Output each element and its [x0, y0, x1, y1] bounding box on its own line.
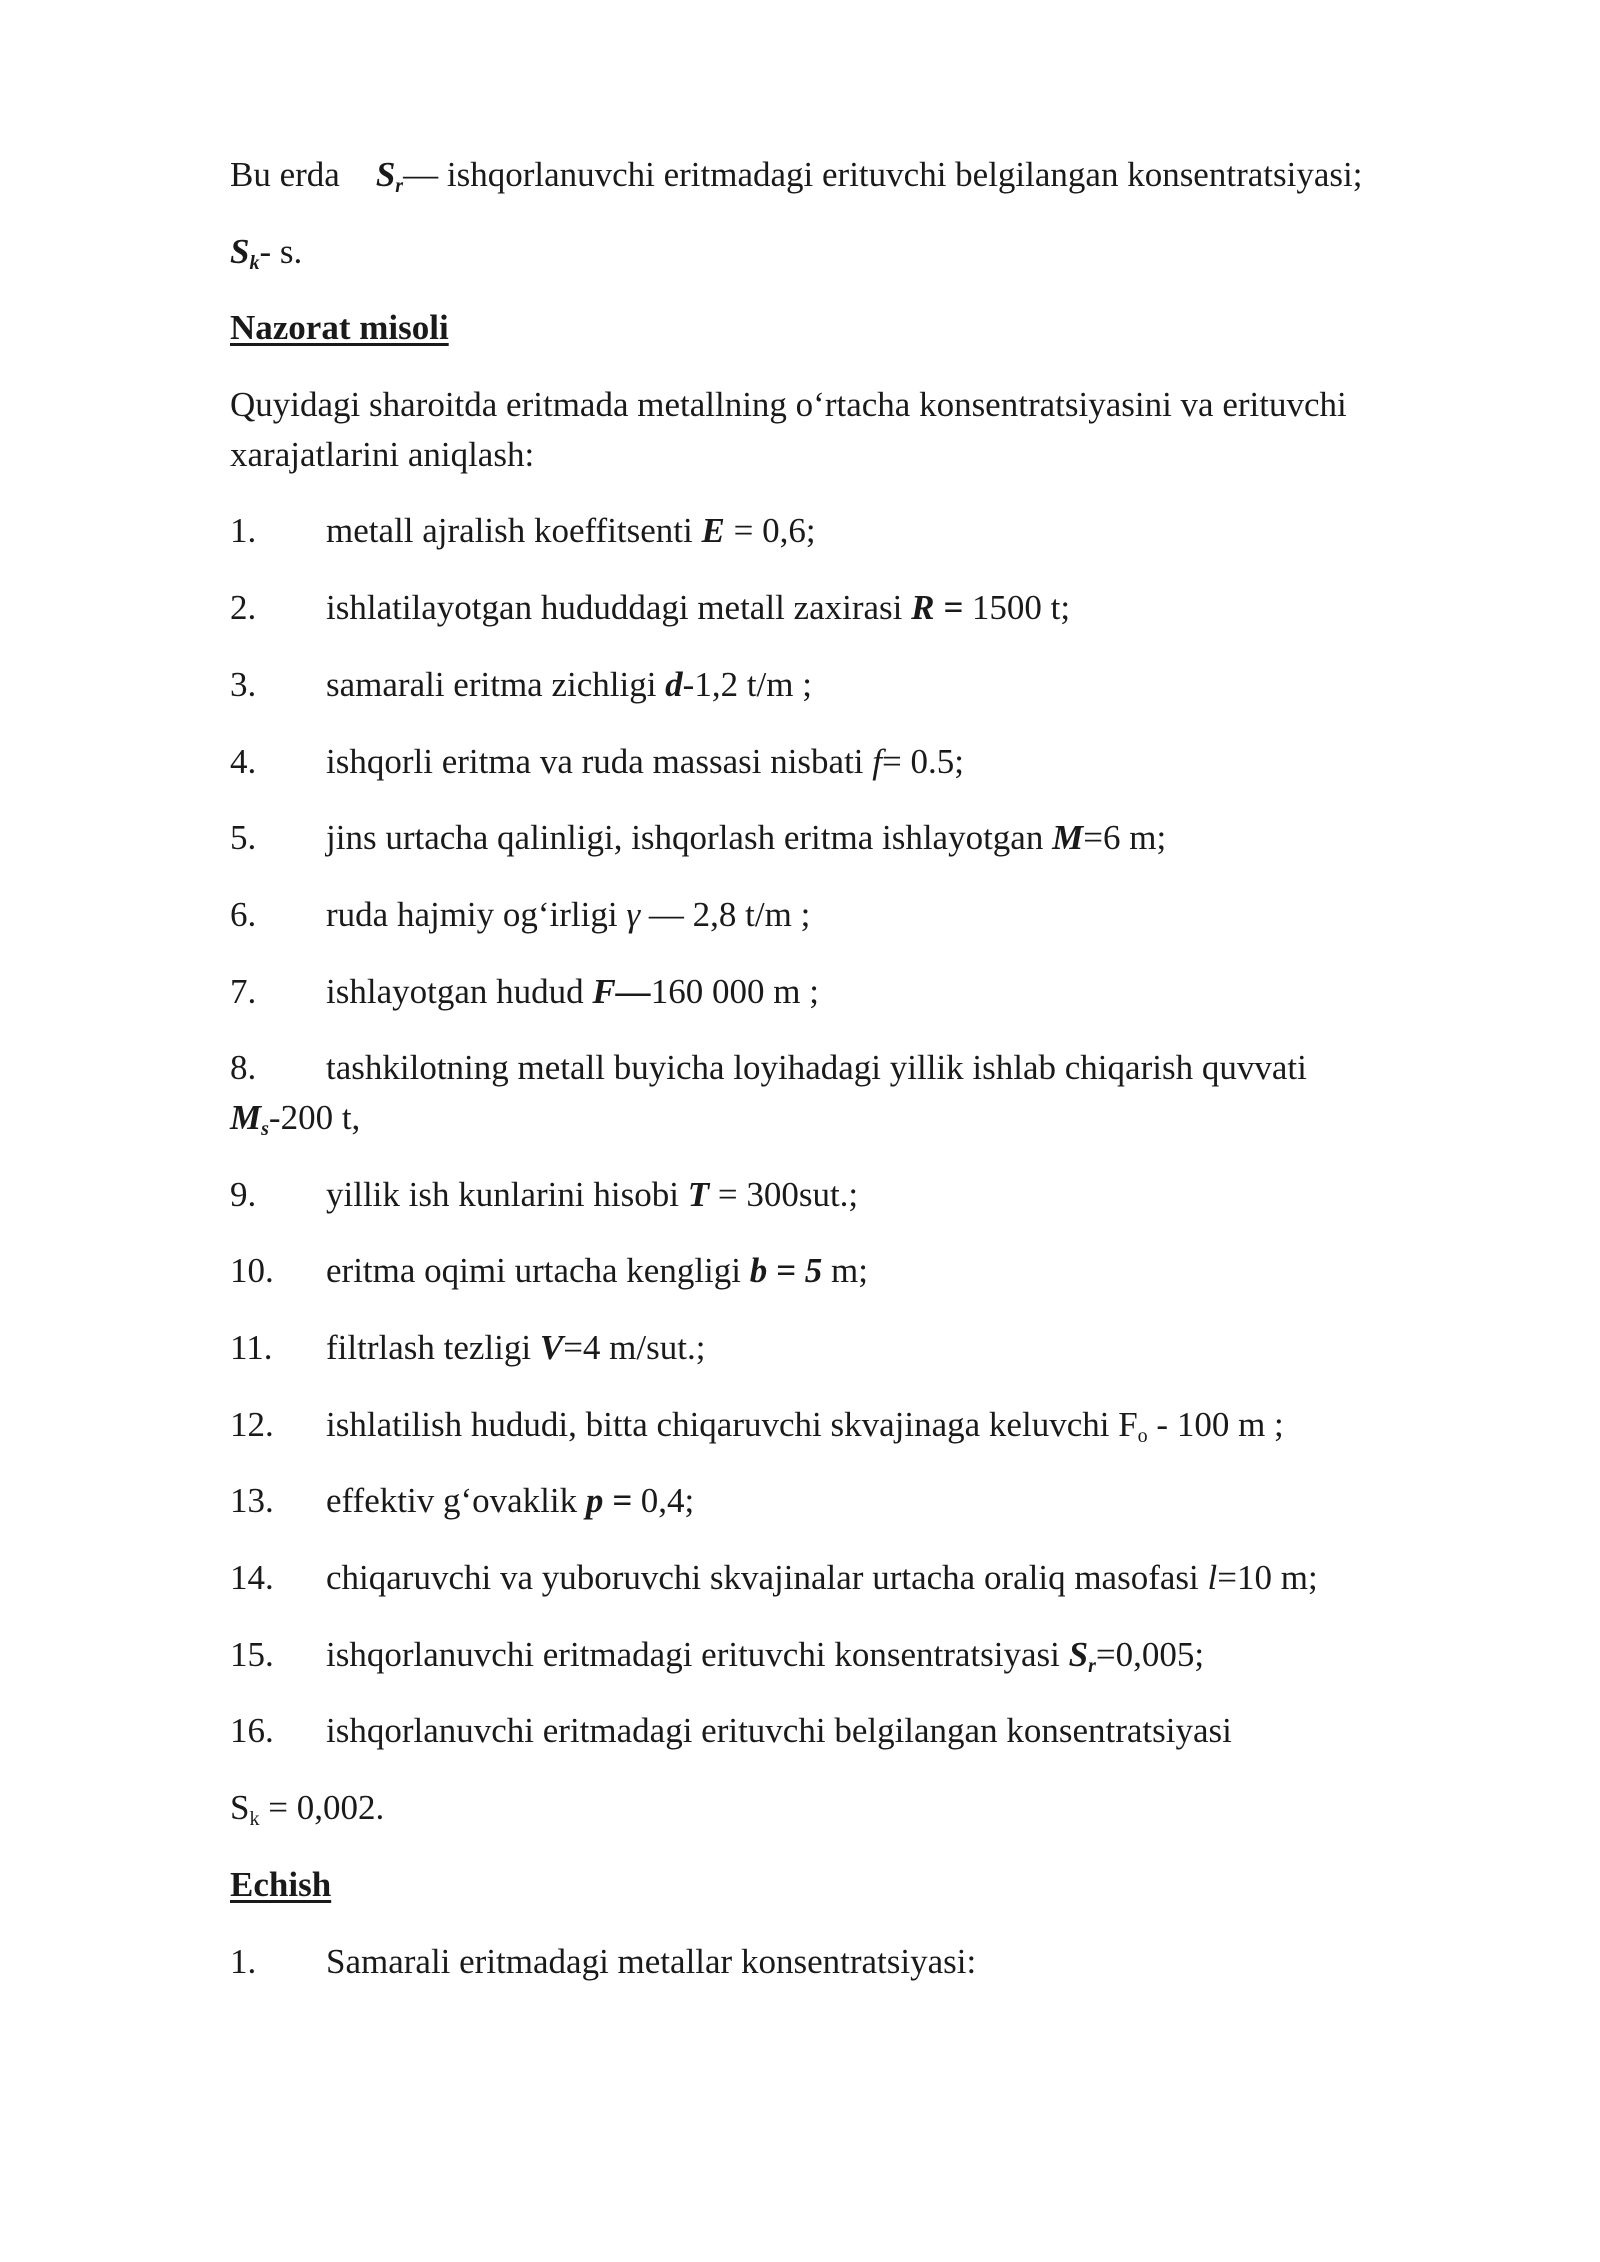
sk-value-line: $S_k = 0,002$. — [230, 1788, 385, 1831]
sk-description: - s. — [259, 231, 303, 271]
heading-nazorat-misoli: Nazorat misoli — [230, 308, 449, 348]
list-item: 13. effektiv g‘ovaklik p = 0,4; — [230, 1481, 695, 1521]
list-item: 8. tashkilotning metall buyicha loyihadagi yillik ishlab chiqarish quvvati $M_s-200$ t, — [230, 1048, 1307, 1140]
task-statement: Quyidagi sharoitda eritmada metallning o‘rtacha konsentratsiyasini va erituvchi xarajatlarini aniqlash: — [230, 385, 1347, 474]
list-item: 2. ishlatilayotgan hududdagi metall zaxirasi R = 1500 t; — [230, 588, 1071, 628]
list-item: 12. ishlatilish hududi, bitta chiqaruvchi skvajinaga keluvchi $F_o - 100$ m ; — [230, 1404, 1284, 1447]
list-item: 5. jins urtacha qalinligi, ishqorlash eritma ishlayotgan M=6 m; — [230, 818, 1167, 858]
list-item: 1. metall ajralish koeffitsenti E = 0,6; — [230, 511, 816, 551]
sr-subscript: r — [395, 175, 404, 197]
list-item: 14. chiqaruvchi va yuboruvchi skvajinalar urtacha oraliq masofasi l=10 m; — [230, 1558, 1318, 1598]
list-item: 7. ishlayotgan hudud F—160 000 m ; — [230, 971, 819, 1011]
list-item: 16. ishqorlanuvchi eritmadagi erituvchi belgilangan konsentratsiyasi — [230, 1711, 1232, 1751]
list-item: 9. yillik ish kunlarini hisobi T = 300sut.; — [230, 1174, 859, 1214]
sk-symbol: S — [230, 231, 250, 271]
list-item: 4. ishqorli eritma va ruda massasi nisbati f= 0.5; — [230, 741, 964, 781]
definition-sk — [230, 227, 1460, 277]
given-data-list — [230, 506, 1460, 1756]
document-body — [230, 150, 1460, 2013]
sk-subscript: k — [249, 251, 260, 274]
list-item: 15. ishqorlanuvchi eritmadagi erituvchi konsentratsiyasi $S_r=0,005$; — [230, 1634, 1205, 1677]
heading-echish: Echish — [230, 1864, 332, 1904]
sr-description: — ishqorlanuvchi eritmadagi erituvchi belgilangan konsentratsiyasi; — [403, 155, 1363, 194]
bu-erda-label: Bu erda — [230, 155, 340, 194]
definition-sr — [230, 150, 1460, 200]
list-item: 11. filtrlash tezligi V=4 m/sut.; — [230, 1328, 706, 1367]
solution-step: 1. Samarali eritmadagi metallar konsentratsiyasi: — [230, 1941, 977, 1981]
list-item: 6. ruda hajmiy og‘irligi γ — 2,8 t/m ; — [230, 894, 811, 934]
list-item: 3. samarali eritma zichligi d-1,2 t/m ; — [230, 664, 812, 704]
sr-symbol: S — [375, 155, 396, 194]
list-item: 10. eritma oqimi urtacha kengligi b = 5 m; — [230, 1251, 868, 1291]
